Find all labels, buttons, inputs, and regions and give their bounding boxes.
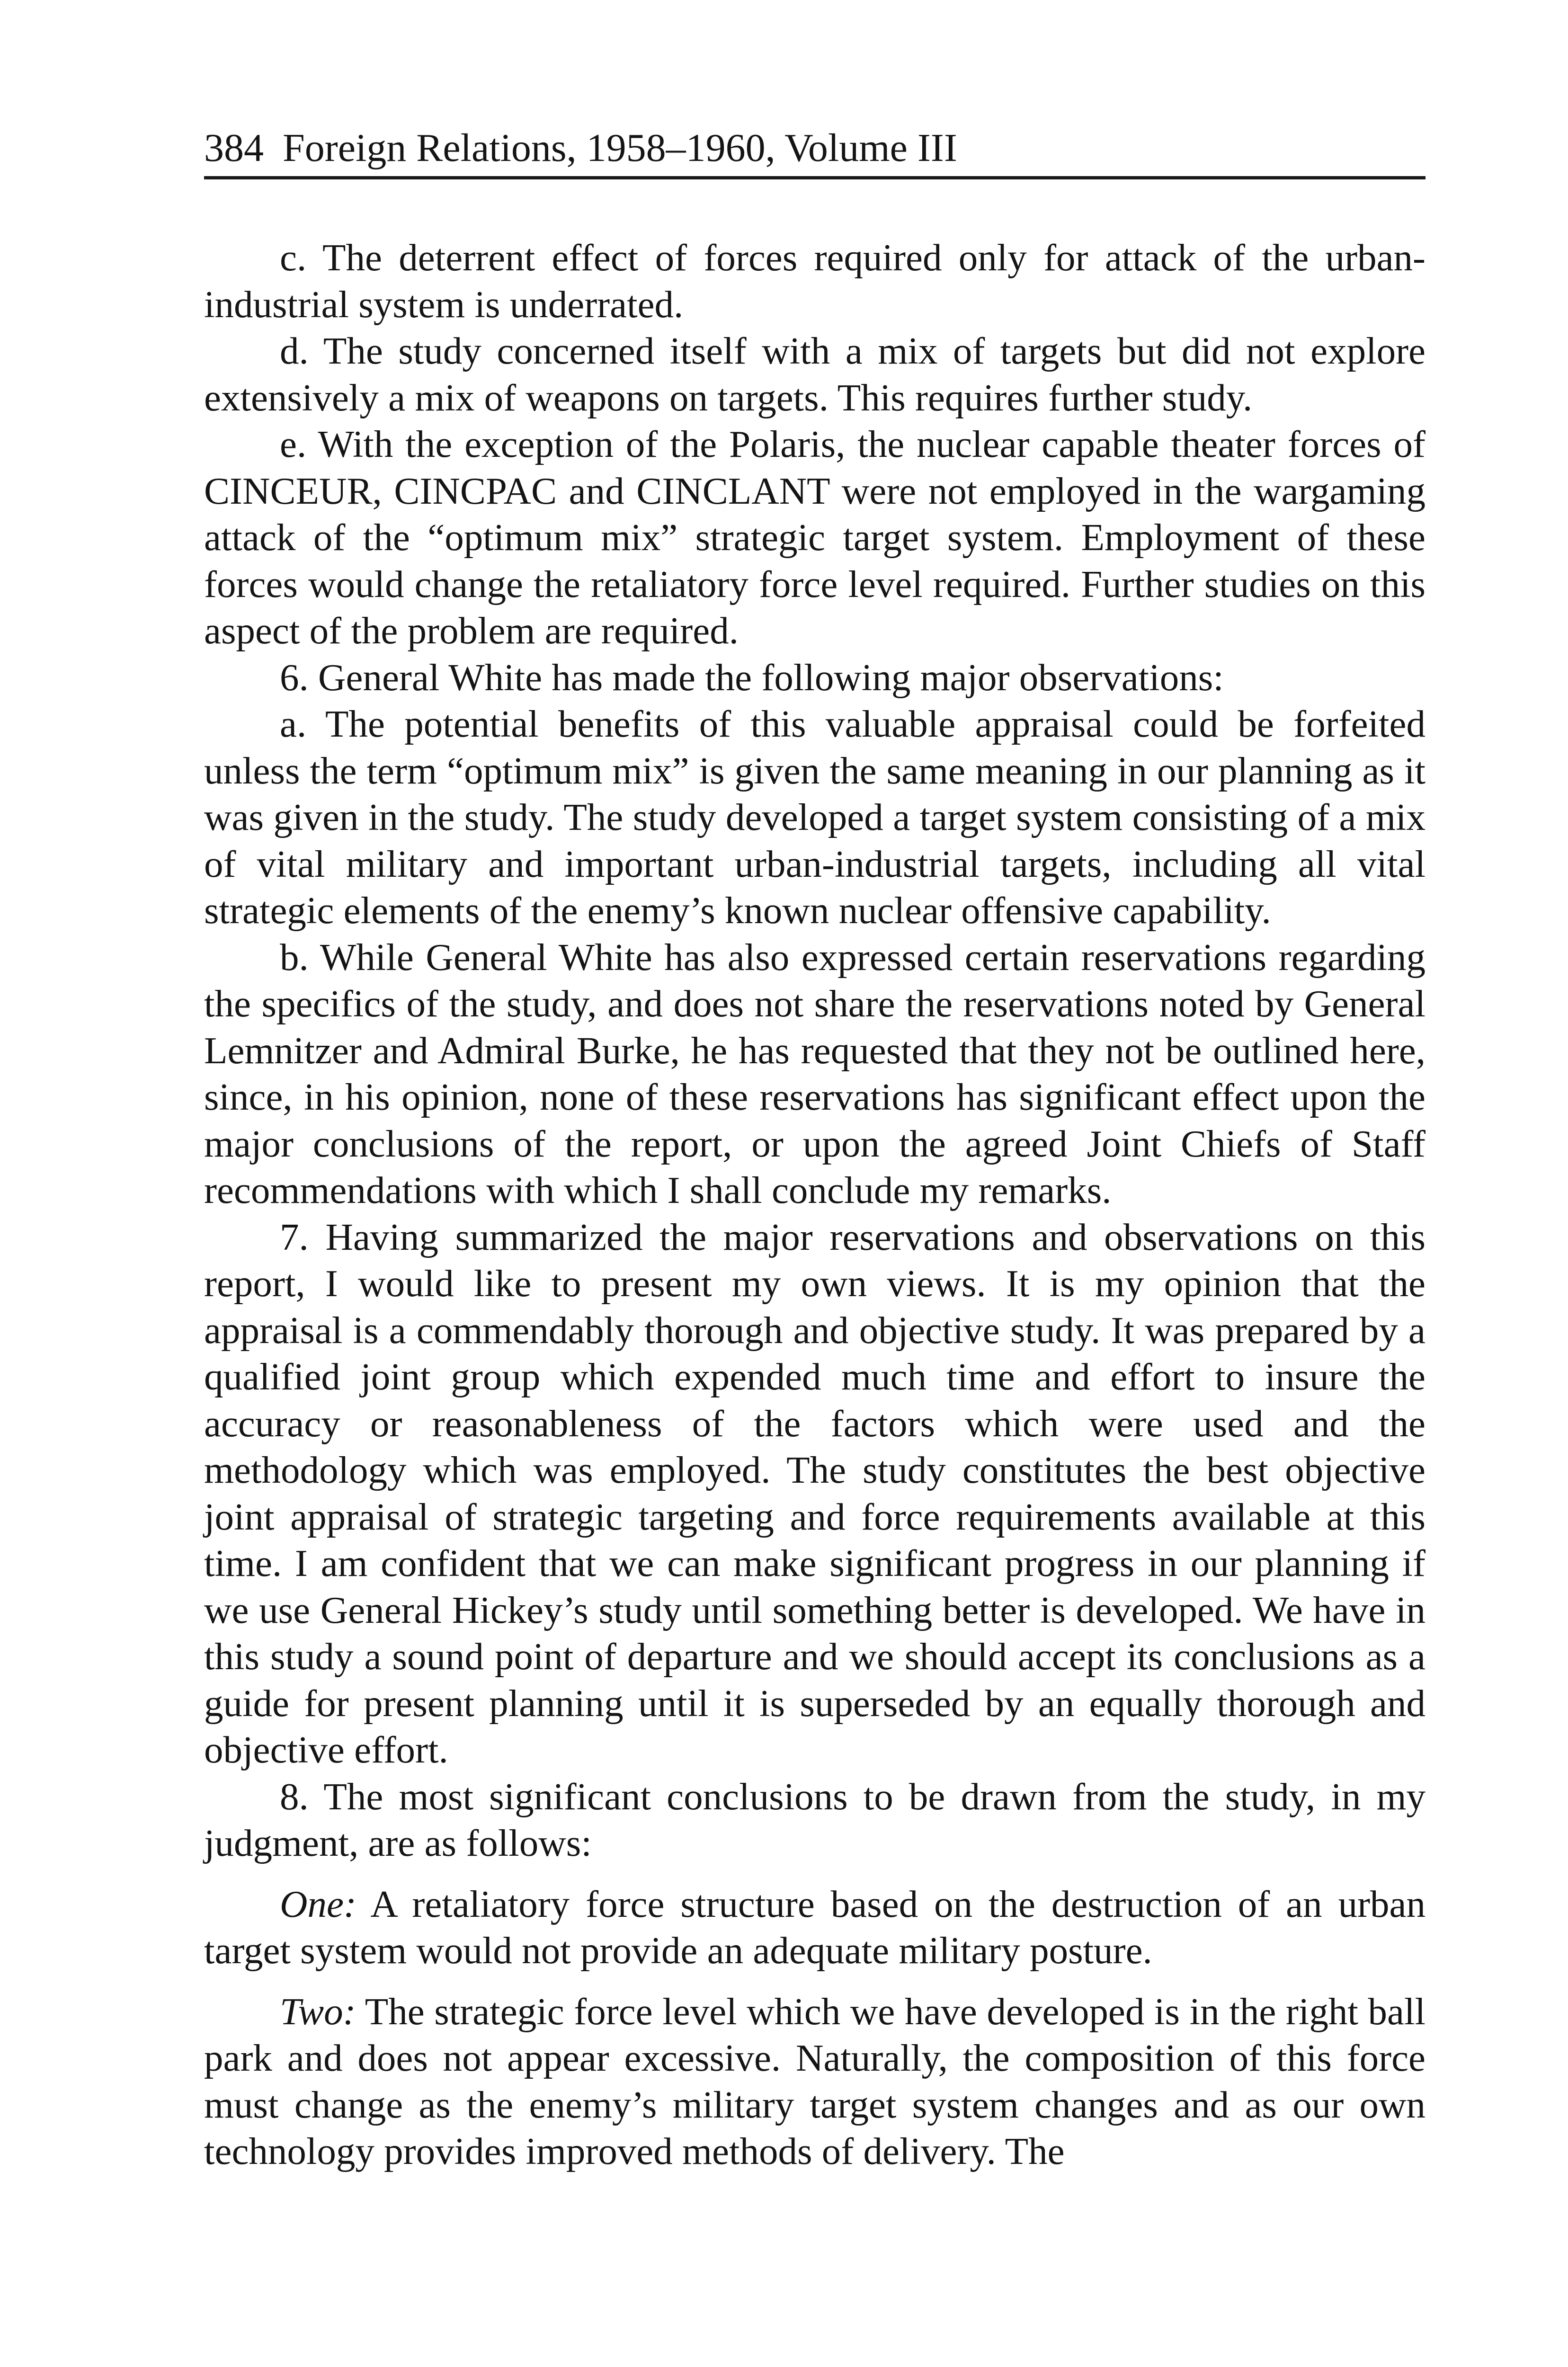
paragraph-text: e. With the exception of the Polaris, the nuclear capable theater forces of CINCEUR, CINCPAC and CINCLANT were not employed in the wargaming attack of the “optimum mix” strategic target system. Employment of these forces would change the retaliatory force level required. Further studies on this aspect of the problem are required. [204, 423, 1425, 652]
paragraph-text: 7. Having summarized the major reservations and observations on this report, I would like to present my own views. It is my opinion that the appraisal is a commendably thorough and objective study. It was prepared by a qualified joint group which expended much time and effort to insure the accuracy or reasonableness of the factors which were used and the methodology which was employed. The study constitutes the best objective joint appraisal of strategic targeting and force requirements available at this time. I am confident that we can make significant progress in our planning if we use General Hickey’s study until something better is developed. We have in this study a sound point of departure and we should accept its conclusions as a guide for present planning until it is superseded by an equally thorough and objective effort. [204, 1215, 1425, 1771]
page-number: 384 [204, 126, 264, 170]
paragraph-6 [204, 654, 1425, 701]
running-header [204, 122, 1425, 174]
paragraph-text: The strategic force level which we have developed is in the right ball park and does not appear excessive. Naturally, the composition of this force must change as the enemy’s military target system changes and as our own technology provides improved methods of delivery. The [204, 1990, 1425, 2172]
conclusion-two [204, 1988, 1425, 2175]
paragraph-text: 8. The most significant conclusions to be drawn from the study, in my judgment, are as follows: [204, 1775, 1425, 1864]
paragraph-8 [204, 1773, 1425, 1867]
conclusion-label: Two: [280, 1990, 356, 2033]
paragraph-text: c. The deterrent effect of forces required only for attack of the urban-industrial system is underrated. [204, 236, 1425, 326]
publication-title: Foreign Relations, 1958–1960, Volume III [283, 126, 957, 170]
paragraph-e [204, 421, 1425, 654]
header-line [204, 122, 957, 174]
conclusion-label: One: [280, 1882, 356, 1925]
paragraph-7 [204, 1214, 1425, 1773]
paragraph-text: d. The study concerned itself with a mix of targets but did not explore extensively a mix of weapons on targets. This requires further study. [204, 329, 1425, 419]
header-rule [204, 176, 1425, 179]
paragraph-c [204, 234, 1425, 328]
paragraph-6a [204, 701, 1425, 934]
paragraph-text: 6. General White has made the following major observations: [280, 656, 1224, 699]
paragraph-6b [204, 934, 1425, 1214]
paragraph-text: A retaliatory force structure based on the destruction of an urban target system would not provide an adequate military posture. [204, 1882, 1425, 1972]
paragraph-text: b. While General White has also expressed certain reservations regarding the specifics of the study, and does not share the reservations noted by General Lemnitzer and Admiral Burke, he has requested that they not be outlined here, since, in his opinion, none of these reservations has significant effect upon the major conclusions of the report, or upon the agreed Joint Chiefs of Staff recommendations with which I shall conclude my remarks. [204, 935, 1425, 1211]
paragraph-text: a. The potential benefits of this valuable appraisal could be forfeited unless the term “optimum mix” is given the same meaning in our planning as it was given in the study. The study developed a target system consisting of a mix of vital military and important urban-industrial targets, including all vital strategic elements of the enemy’s known nuclear offensive capability. [204, 703, 1425, 932]
body-text [204, 234, 1425, 2175]
conclusion-one [204, 1881, 1425, 1974]
paragraph-d [204, 328, 1425, 421]
